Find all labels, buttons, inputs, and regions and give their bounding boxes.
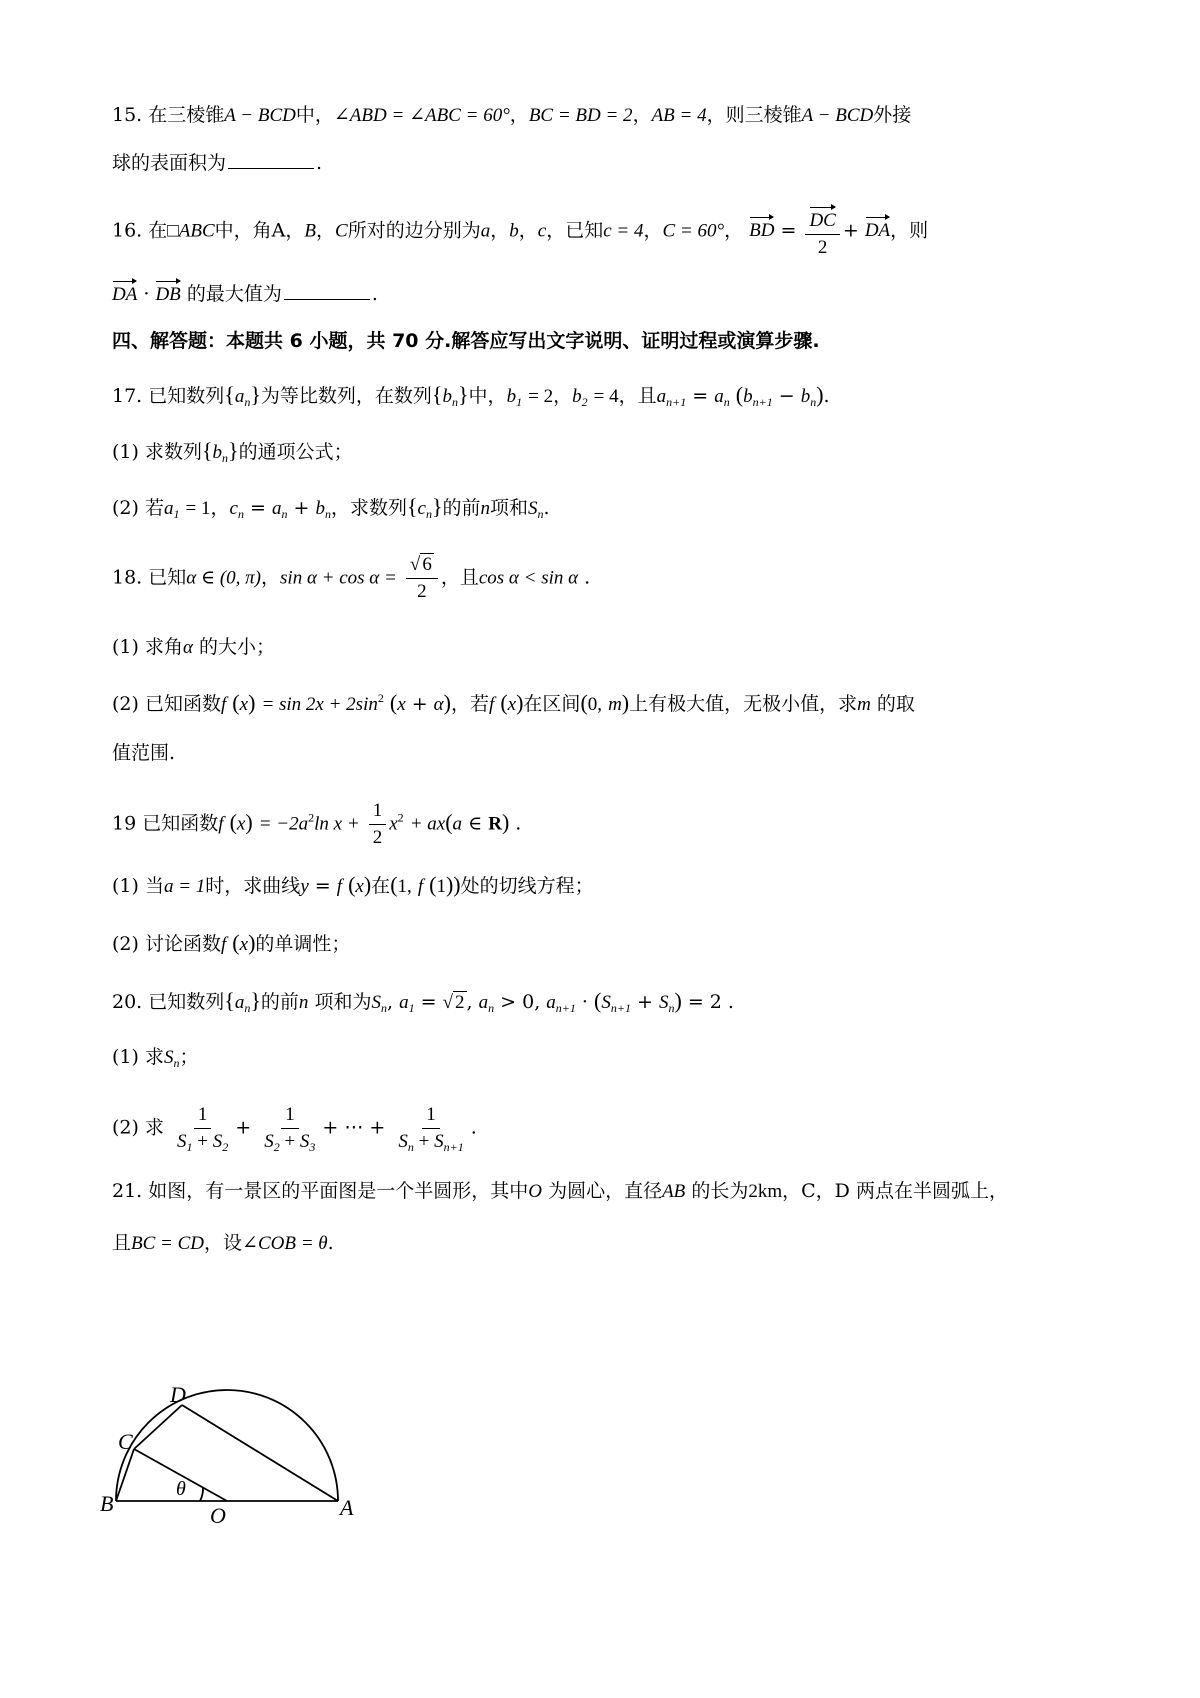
q20-part2: (2) 求 $\frac{1}{S_1 + S_2}$ + $\frac{1}{S_2 + S_3}$ + ⋯ + $\frac{1}{S_n + S_{n+1}}$ . xyxy=(112,1104,477,1154)
semicircle-figure xyxy=(100,1385,380,1525)
q19-line1: 19 已知函数f $(x) = -2a^2\ln$ x + $\frac{1}{2}$ $x^2 + ax(a$ ∈ R) . xyxy=(112,800,522,848)
answer-blank-16[interactable] xyxy=(284,283,370,300)
q19-part2: (2) 讨论函数f (x)的单调性； xyxy=(112,930,351,955)
label-theta: θ xyxy=(176,1478,186,1500)
fraction-term-n: $\frac{1}{S_n + S_{n+1}}$ xyxy=(398,1104,464,1154)
q17-part1: (1) 求数列$\{b_n\}$的通项公式； xyxy=(112,438,353,465)
answer-blank-15[interactable] xyxy=(228,152,314,169)
q18-part2-cont: 值范围. xyxy=(112,742,176,764)
figure-lines xyxy=(116,1390,338,1501)
q18-part1: (1) 求角α 的大小； xyxy=(112,636,276,658)
q16-line1: 16. 在□ABC中，角A，B，C所对的边分别为a，b，c，已知c = 4，C = 60°， BD = $\frac{DC}{2}$ + DA，则 xyxy=(112,204,928,259)
label-o: O xyxy=(210,1503,226,1525)
q18-line1: 18. 已知α ∈ (0, π)，sin α + cos α = $\frac{√ 6}{2}$ ，且cos α < sin α . xyxy=(112,554,591,602)
section-heading: 四、解答题：本题共 6 小题，共 70 分.解答应写出文字说明、证明过程或演算步骤. xyxy=(112,330,820,352)
fraction-dc-over-2: $\frac{DC}{2}$ xyxy=(805,204,839,259)
label-d: D xyxy=(170,1385,186,1407)
q15-line2: 球的表面积为 . xyxy=(112,152,323,174)
fraction-term-1: $\frac{1}{S_1 + S_2}$ xyxy=(177,1104,229,1154)
q20-part1: (1) 求$S_n$； xyxy=(112,1046,199,1070)
q17-line1: 17. 已知数列$\{a_n\}$为等比数列，在数列$\{b_n\}$中，$b_1 = 2$，$b_2 = 4$，且$a_{n+1} = a_n$ $(b_{n+1} - b_n)$. xyxy=(112,382,830,409)
label-a: A xyxy=(340,1495,354,1520)
fraction-one-half: $\frac{1}{2}$ xyxy=(369,800,387,849)
q21-line1: 21. 如图，有一景区的平面图是一个半圆形，其中O 为圆心，直径AB 的长为2km，C，D 两点在半圆弧上， xyxy=(112,1180,1008,1202)
q15-line1: 15. 在三棱锥A − BCD中，∠ABD = ∠ABC = 60°，BC = BD = 2，AB = 4，则三棱锥A − BCD外接 xyxy=(112,104,912,126)
q20-line1: 20. 已知数列$\{a_n\}$的前n 项和为$S_n$, $a_1$ = √ 2 , $a_n > 0$, $a_{n+1} \cdot (S_{n+1} + S_n) = 2$ . xyxy=(112,988,734,1015)
q18-part2: (2) 已知函数f $(x) = \sin 2x + 2\sin^2$ (x + α)，若f (x)在区间(0, m)上有极大值，无极小值，求m 的取 xyxy=(112,690,915,715)
label-b: B xyxy=(100,1491,114,1516)
q16-line2: DA · DB 的最大值为 . xyxy=(112,278,378,307)
fraction-sqrt6-over-2: $\frac{√ 6}{2}$ xyxy=(406,554,438,603)
q21-line2: 且BC = CD，设∠COB = θ. xyxy=(112,1232,334,1254)
q17-part2: (2) 若$a_1 = 1$，$c_n = a_n + b_n$，求数列$\{c_n\}$的前n项和$S_n$. xyxy=(112,494,550,521)
segment-da xyxy=(182,1405,338,1501)
angle-theta-arc xyxy=(200,1487,203,1501)
semicircle-arc xyxy=(116,1390,338,1501)
chord-cd xyxy=(134,1405,182,1449)
fraction-term-2: $\frac{1}{S_2 + S_3}$ xyxy=(264,1104,316,1154)
label-c: C xyxy=(118,1429,133,1454)
q19-part1: (1) 当a = 1时，求曲线y = f (x)在(1, f (1))处的切线方程； xyxy=(112,872,594,897)
